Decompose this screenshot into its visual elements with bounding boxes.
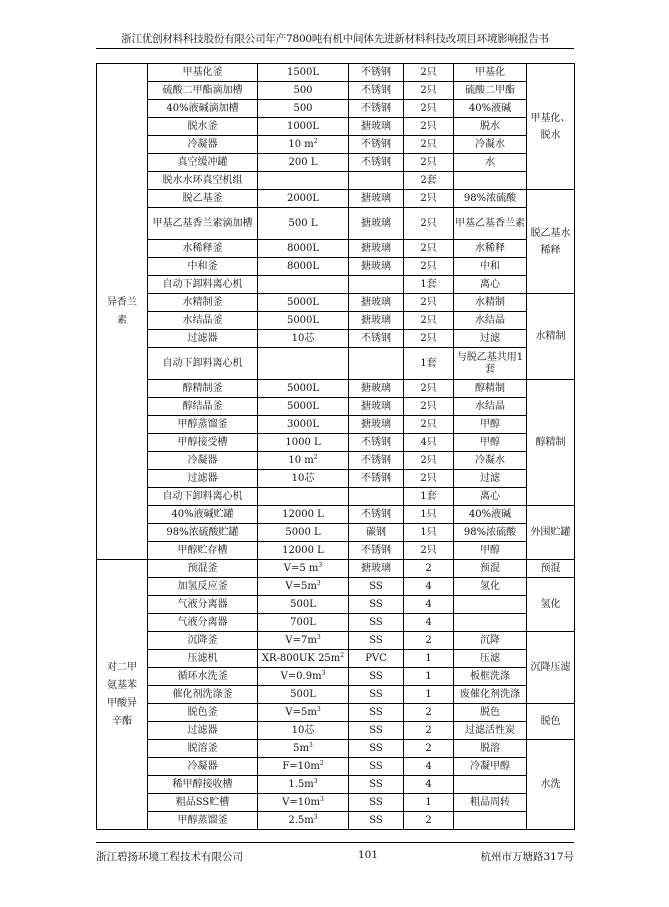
equipment-name-cell: 稀甲醇接收槽 [148, 776, 258, 794]
quantity-cell: 2只 [404, 416, 454, 434]
table-row [97, 190, 575, 208]
table-row [97, 330, 575, 348]
quantity-cell: 2只 [404, 312, 454, 330]
equipment-name-cell: 过滤器 [148, 470, 258, 488]
quantity-cell: 1只 [404, 506, 454, 524]
table-row [97, 136, 575, 154]
equipment-name-cell: 冷凝器 [148, 758, 258, 776]
spec-cell: 700L [258, 614, 349, 632]
equipment-name-cell: 硫酸二甲酯滴加槽 [148, 82, 258, 100]
quantity-cell: 2 [404, 740, 454, 758]
material-cell: 不锈钢 [349, 542, 404, 560]
equipment-name-cell: 甲醇贮存槽 [148, 542, 258, 560]
purpose-cell: 氢化 [454, 578, 527, 596]
material-cell: 不锈钢 [349, 100, 404, 118]
spec-cell: $V=7m^3$ [258, 632, 349, 650]
table-row [97, 794, 575, 812]
material-cell: SS [349, 758, 404, 776]
equipment-name-cell: 自动下卸料离心机 [148, 488, 258, 506]
equipment-name-cell: 甲基乙基香兰素滴加槽 [148, 208, 258, 240]
equipment-name-cell: 水结晶釜 [148, 312, 258, 330]
equipment-name-cell: 循环水洗釜 [148, 668, 258, 686]
table-row [97, 524, 575, 542]
material-cell: 搪玻璃 [349, 258, 404, 276]
equipment-name-cell: 脱乙基釜 [148, 190, 258, 208]
table-row [97, 398, 575, 416]
spec-cell: XR-800UK $25m^2$ [258, 650, 349, 668]
quantity-cell: 2只 [404, 258, 454, 276]
purpose-cell [454, 776, 527, 794]
spec-cell: 10 $m^2$ [258, 136, 349, 154]
quantity-cell: 2只 [404, 398, 454, 416]
equipment-name-cell: 脱溶釜 [148, 740, 258, 758]
material-cell [349, 276, 404, 294]
table-row [97, 596, 575, 614]
purpose-cell: 冷凝水 [454, 452, 527, 470]
spec-cell: 200 L [258, 154, 349, 172]
quantity-cell: 2只 [404, 294, 454, 312]
table-row [97, 416, 575, 434]
quantity-cell: 1 [404, 650, 454, 668]
material-cell: SS [349, 578, 404, 596]
material-cell: 搪玻璃 [349, 208, 404, 240]
equipment-name-cell: 气液分离器 [148, 596, 258, 614]
table-row [97, 686, 575, 704]
equipment-name-cell: 醇结晶釜 [148, 398, 258, 416]
material-cell: SS [349, 632, 404, 650]
spec-cell: 10 $m^2$ [258, 452, 349, 470]
purpose-cell: 40%液碱 [454, 100, 527, 118]
equipment-name-cell: 脱水水环真空机组 [148, 172, 258, 190]
equipment-name-cell: 冷凝器 [148, 452, 258, 470]
material-cell: 不锈钢 [349, 434, 404, 452]
table-row [97, 294, 575, 312]
material-cell: 不锈钢 [349, 64, 404, 82]
material-cell: 不锈钢 [349, 452, 404, 470]
table-row [97, 812, 575, 830]
material-cell: 搪玻璃 [349, 190, 404, 208]
quantity-cell: 1套 [404, 276, 454, 294]
quantity-cell: 1 [404, 668, 454, 686]
purpose-cell: 沉降 [454, 632, 527, 650]
purpose-cell: 压滤 [454, 650, 527, 668]
spec-cell: 5000L [258, 380, 349, 398]
spec-cell: 2000L [258, 190, 349, 208]
process-stage-cell: 甲基化、脱水 [527, 64, 575, 190]
table-row [97, 154, 575, 172]
process-stage-cell: 水洗 [527, 740, 575, 830]
spec-cell: $V=5m^3$ [258, 578, 349, 596]
equipment-name-cell: 压滤机 [148, 650, 258, 668]
spec-cell: $V=5m^3$ [258, 704, 349, 722]
table-row [97, 82, 575, 100]
equipment-name-cell: 自动下卸料离心机 [148, 348, 258, 380]
equipment-name-cell: 甲醇蒸馏釜 [148, 812, 258, 830]
purpose-cell: 水结晶 [454, 312, 527, 330]
process-stage-cell: 水精制 [527, 294, 575, 380]
purpose-cell: 离心 [454, 488, 527, 506]
material-cell: 搪玻璃 [349, 118, 404, 136]
table-row [97, 240, 575, 258]
purpose-cell: 中和 [454, 258, 527, 276]
quantity-cell: 2 [404, 812, 454, 830]
purpose-cell [454, 812, 527, 830]
equipment-name-cell: 过滤器 [148, 330, 258, 348]
quantity-cell: 2只 [404, 100, 454, 118]
purpose-cell: 过滤 [454, 470, 527, 488]
material-cell: 不锈钢 [349, 82, 404, 100]
quantity-cell: 1套 [404, 348, 454, 380]
equipment-name-cell: 脱水釜 [148, 118, 258, 136]
quantity-cell: 2 [404, 632, 454, 650]
material-cell [349, 488, 404, 506]
table-row [97, 258, 575, 276]
spec-cell: 500 [258, 82, 349, 100]
process-stage-cell: 沉降压滤 [527, 632, 575, 704]
footer-company: 浙江碧扬环境工程技术有限公司 [96, 851, 243, 863]
material-cell [349, 348, 404, 380]
material-cell: SS [349, 614, 404, 632]
spec-cell: 5000L [258, 312, 349, 330]
purpose-cell: 预混 [454, 560, 527, 578]
material-cell: 不锈钢 [349, 330, 404, 348]
quantity-cell: 1套 [404, 488, 454, 506]
spec-cell [258, 488, 349, 506]
process-stage-cell: 脱色 [527, 704, 575, 740]
table-row [97, 776, 575, 794]
equipment-name-cell: 98%浓硫酸贮罐 [148, 524, 258, 542]
quantity-cell: 1 [404, 686, 454, 704]
purpose-cell: 甲基化 [454, 64, 527, 82]
material-cell: SS [349, 722, 404, 740]
table-row [97, 704, 575, 722]
quantity-cell: 2只 [404, 118, 454, 136]
quantity-cell: 2只 [404, 64, 454, 82]
equipment-name-cell: 冷凝器 [148, 136, 258, 154]
purpose-cell [454, 614, 527, 632]
header-rule [96, 48, 574, 49]
table-row [97, 434, 575, 452]
material-cell: SS [349, 812, 404, 830]
equipment-name-cell: 粗品SS贮槽 [148, 794, 258, 812]
material-cell: 搪玻璃 [349, 240, 404, 258]
quantity-cell: 2只 [404, 240, 454, 258]
equipment-name-cell: 过滤器 [148, 722, 258, 740]
spec-cell: 8000L [258, 240, 349, 258]
table-row [97, 488, 575, 506]
material-cell: SS [349, 668, 404, 686]
spec-cell: 5000L [258, 398, 349, 416]
purpose-cell: 粗品周转 [454, 794, 527, 812]
purpose-cell: 脱溶 [454, 740, 527, 758]
table-row [97, 348, 575, 380]
equipment-name-cell: 催化剂洗涤釜 [148, 686, 258, 704]
product-name-cell: 对二甲 氨基苯 甲酸异 辛酯 [97, 560, 148, 830]
purpose-cell: 脱色 [454, 704, 527, 722]
purpose-cell: 与脱乙基共用1套 [454, 348, 527, 380]
table-row [97, 312, 575, 330]
spec-cell [258, 276, 349, 294]
equipment-name-cell: 甲醇接受槽 [148, 434, 258, 452]
material-cell: 碳钢 [349, 524, 404, 542]
spec-cell: 500L [258, 596, 349, 614]
spec-cell: 500 [258, 100, 349, 118]
equipment-name-cell: 40%液碱滴加槽 [148, 100, 258, 118]
equipment-name-cell: 自动下卸料离心机 [148, 276, 258, 294]
spec-cell: 12000 L [258, 542, 349, 560]
purpose-cell [454, 172, 527, 190]
quantity-cell: 2只 [404, 208, 454, 240]
spec-cell: 3000L [258, 416, 349, 434]
table-row [97, 650, 575, 668]
purpose-cell: 甲基乙基香兰素 [454, 208, 527, 240]
spec-cell: 10芯 [258, 470, 349, 488]
quantity-cell: 2套 [404, 172, 454, 190]
table-row [97, 64, 575, 82]
purpose-cell: 冷凝水 [454, 136, 527, 154]
quantity-cell: 4 [404, 614, 454, 632]
material-cell: 搪玻璃 [349, 380, 404, 398]
process-stage-cell: 预混 [527, 560, 575, 578]
spec-cell: V=5 $m^3$ [258, 560, 349, 578]
equipment-name-cell: 加氢反应釜 [148, 578, 258, 596]
process-stage-cell: 氢化 [527, 578, 575, 632]
spec-cell: 12000 L [258, 506, 349, 524]
quantity-cell: 2只 [404, 154, 454, 172]
table-row [97, 452, 575, 470]
equipment-name-cell: 甲基化釜 [148, 64, 258, 82]
footer-rule [96, 842, 574, 843]
quantity-cell: 2 [404, 560, 454, 578]
table-row [97, 172, 575, 190]
spec-cell: 500L [258, 686, 349, 704]
table-row [97, 578, 575, 596]
purpose-cell: 甲醇 [454, 542, 527, 560]
quantity-cell: 2只 [404, 380, 454, 398]
quantity-cell: 2只 [404, 190, 454, 208]
purpose-cell: 40%液碱 [454, 506, 527, 524]
quantity-cell: 2只 [404, 542, 454, 560]
quantity-cell: 2只 [404, 330, 454, 348]
equipment-name-cell: 气液分离器 [148, 614, 258, 632]
purpose-cell: 水 [454, 154, 527, 172]
equipment-name-cell: 沉降釜 [148, 632, 258, 650]
process-stage-cell: 脱乙基水稀释 [527, 190, 575, 294]
purpose-cell: 过滤 [454, 330, 527, 348]
equipment-name-cell: 40%液碱贮罐 [148, 506, 258, 524]
spec-cell: 5000 L [258, 524, 349, 542]
equipment-name-cell: 脱色釜 [148, 704, 258, 722]
quantity-cell: 4 [404, 776, 454, 794]
purpose-cell: 冷凝甲醇 [454, 758, 527, 776]
spec-cell: $5m^3$ [258, 740, 349, 758]
equipment-name-cell: 预混釜 [148, 560, 258, 578]
page-header-title: 浙江优创材料科技股份有限公司年产7800吨有机中间体先进新材料科技改项目环境影响报告书 [121, 33, 549, 45]
material-cell: 搪玻璃 [349, 294, 404, 312]
spec-cell: $1.5m^3$ [258, 776, 349, 794]
purpose-cell: 98%浓硫酸 [454, 190, 527, 208]
table-row [97, 380, 575, 398]
equipment-name-cell: 醇精制釜 [148, 380, 258, 398]
table-row [97, 722, 575, 740]
purpose-cell: 醇精制 [454, 380, 527, 398]
material-cell: 不锈钢 [349, 470, 404, 488]
table-row [97, 560, 575, 578]
material-cell: 不锈钢 [349, 136, 404, 154]
material-cell: SS [349, 740, 404, 758]
quantity-cell: 2只 [404, 452, 454, 470]
quantity-cell: 4只 [404, 434, 454, 452]
quantity-cell: 2 [404, 704, 454, 722]
material-cell [349, 172, 404, 190]
purpose-cell: 甲醇 [454, 416, 527, 434]
equipment-table [96, 63, 575, 830]
quantity-cell: 4 [404, 596, 454, 614]
purpose-cell: 硫酸二甲酯 [454, 82, 527, 100]
table-row [97, 100, 575, 118]
spec-cell: $V=10m^3$ [258, 794, 349, 812]
spec-cell: 10芯 [258, 722, 349, 740]
spec-cell: $V=0.9m^3$ [258, 668, 349, 686]
table-row [97, 614, 575, 632]
purpose-cell: 水精制 [454, 294, 527, 312]
purpose-cell: 过滤活性炭 [454, 722, 527, 740]
table-row [97, 758, 575, 776]
quantity-cell: 2只 [404, 136, 454, 154]
quantity-cell: 2 [404, 722, 454, 740]
process-stage-cell: 外围贮罐 [527, 506, 575, 560]
table-row [97, 470, 575, 488]
table-row [97, 632, 575, 650]
spec-cell: 8000L [258, 258, 349, 276]
table-row [97, 506, 575, 524]
material-cell: 搪玻璃 [349, 398, 404, 416]
quantity-cell: 2只 [404, 470, 454, 488]
spec-cell [258, 172, 349, 190]
purpose-cell: 甲醇 [454, 434, 527, 452]
table-row [97, 668, 575, 686]
material-cell: SS [349, 686, 404, 704]
equipment-name-cell: 真空缓冲罐 [148, 154, 258, 172]
equipment-table-body [97, 64, 575, 830]
process-stage-cell: 醇精制 [527, 380, 575, 506]
spec-cell: 1000 L [258, 434, 349, 452]
footer-page-number: 101 [358, 849, 379, 861]
material-cell: PVC [349, 650, 404, 668]
material-cell: 搪玻璃 [349, 416, 404, 434]
spec-cell: 500 L [258, 208, 349, 240]
material-cell: 不锈钢 [349, 154, 404, 172]
material-cell: 搪玻璃 [349, 312, 404, 330]
material-cell: SS [349, 704, 404, 722]
quantity-cell: 1只 [404, 524, 454, 542]
material-cell: SS [349, 776, 404, 794]
quantity-cell: 4 [404, 758, 454, 776]
spec-cell: $2.5m^3$ [258, 812, 349, 830]
purpose-cell: 98%浓硫酸 [454, 524, 527, 542]
spec-cell: 1000L [258, 118, 349, 136]
spec-cell: 1500L [258, 64, 349, 82]
purpose-cell: 水稀释 [454, 240, 527, 258]
quantity-cell: 4 [404, 578, 454, 596]
purpose-cell: 水结晶 [454, 398, 527, 416]
quantity-cell: 2只 [404, 82, 454, 100]
table-row [97, 542, 575, 560]
table-row [97, 276, 575, 294]
spec-cell [258, 348, 349, 380]
purpose-cell: 废催化剂洗涤 [454, 686, 527, 704]
material-cell: 不锈钢 [349, 506, 404, 524]
material-cell: SS [349, 596, 404, 614]
table-row [97, 118, 575, 136]
equipment-name-cell: 中和釜 [148, 258, 258, 276]
table-row [97, 740, 575, 758]
purpose-cell: 脱水 [454, 118, 527, 136]
spec-cell: $F=10m^2$ [258, 758, 349, 776]
equipment-name-cell: 甲醇蒸馏釜 [148, 416, 258, 434]
material-cell: SS [349, 794, 404, 812]
material-cell: 搪玻璃 [349, 560, 404, 578]
equipment-name-cell: 水精制釜 [148, 294, 258, 312]
product-name-cell: 异香兰 素 [97, 64, 148, 560]
purpose-cell: 板框洗涤 [454, 668, 527, 686]
table-row [97, 208, 575, 240]
spec-cell: 5000L [258, 294, 349, 312]
spec-cell: 10芯 [258, 330, 349, 348]
quantity-cell: 1 [404, 794, 454, 812]
footer-address: 杭州市万塘路317号 [480, 851, 574, 863]
purpose-cell [454, 596, 527, 614]
equipment-name-cell: 水稀释釜 [148, 240, 258, 258]
purpose-cell: 离心 [454, 276, 527, 294]
